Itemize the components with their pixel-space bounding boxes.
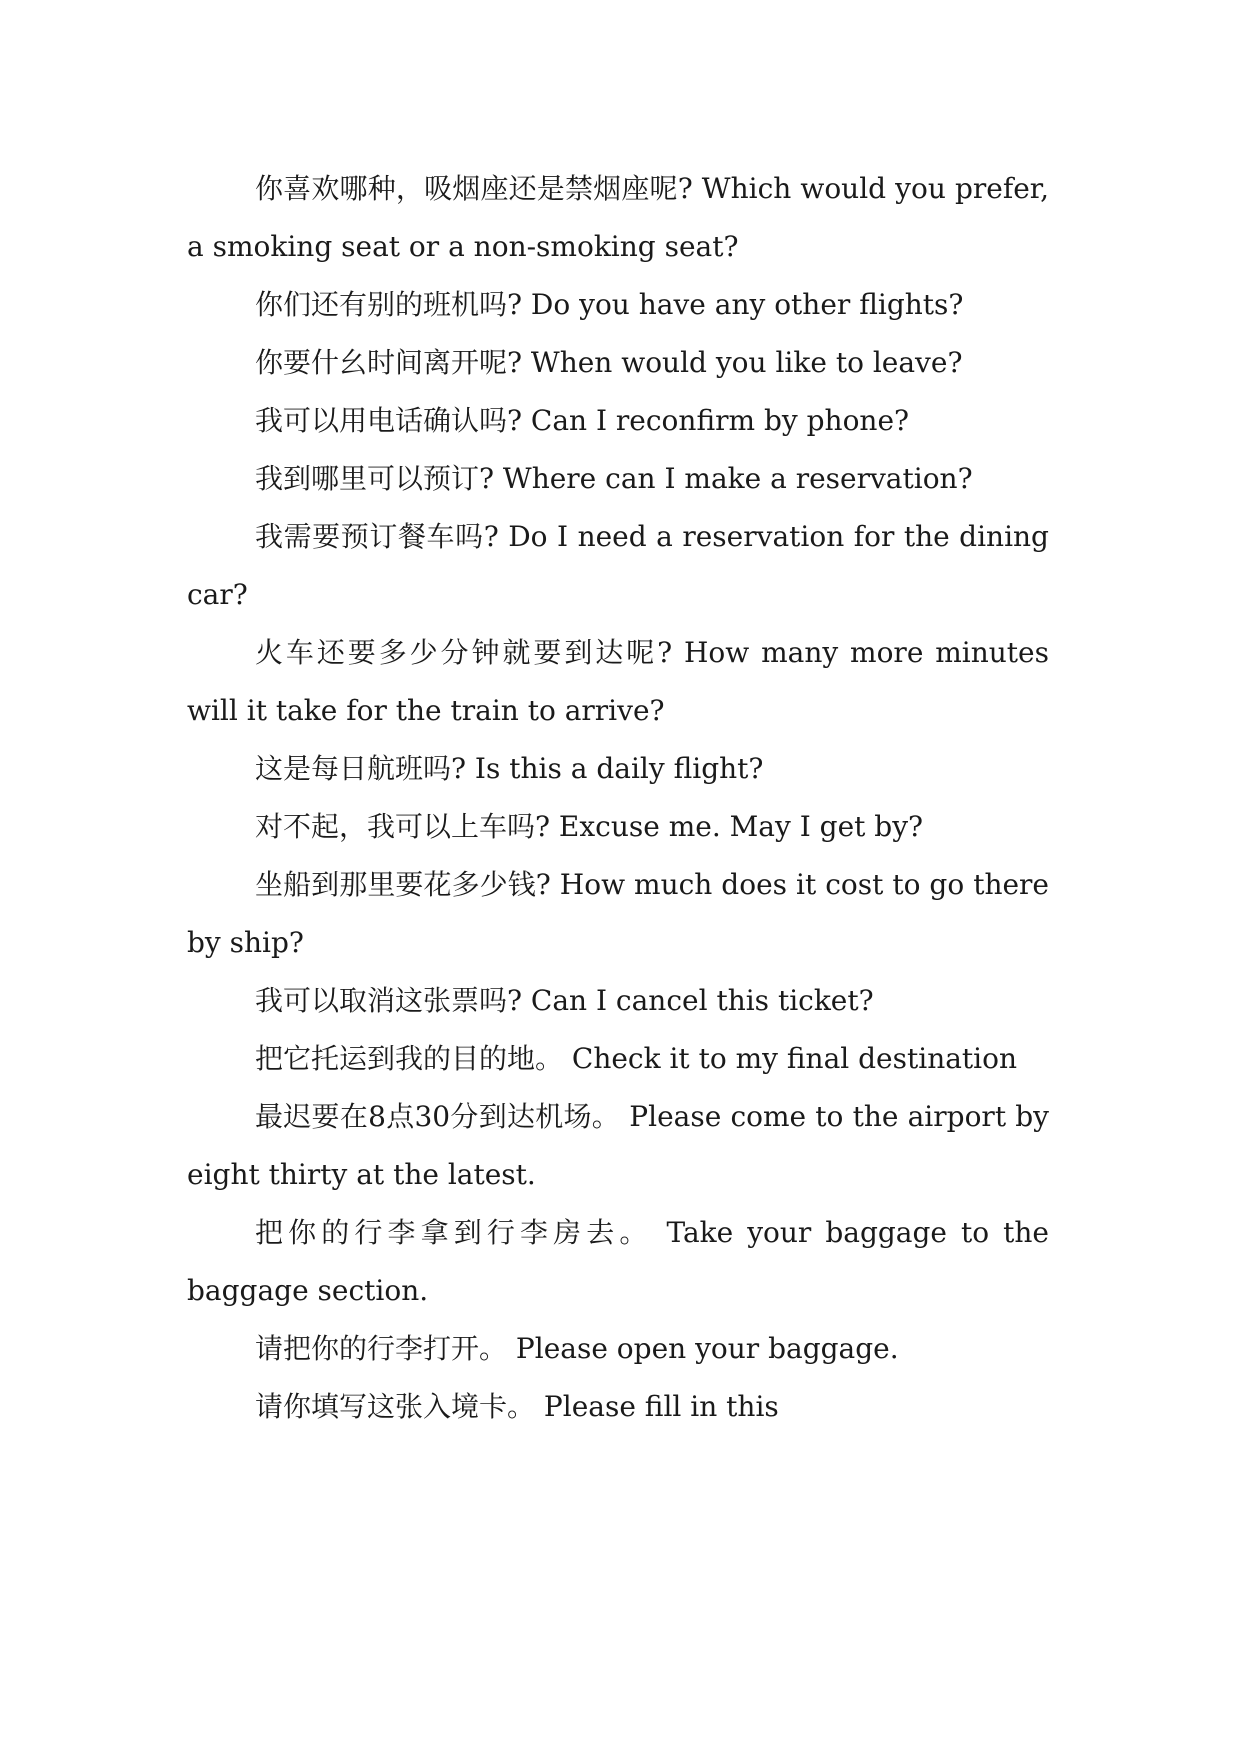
document-body [187, 160, 1049, 1436]
paragraph-train-arrive: 火车还要多少分钟就要到达呢? How many more minutes will it take for the train to arrive? [187, 636, 1049, 727]
paragraph-airport-time: 最迟要在8点30分到达机场。 Please come to the airport by eight thirty at the latest. [187, 1100, 1049, 1191]
paragraph-smoking-seat: 你喜欢哪种，吸烟座还是禁烟座呢? Which would you prefer, a smoking seat or a non-smoking seat? [187, 172, 1049, 263]
paragraph-excuse-me: 对不起，我可以上车吗? Excuse me. May I get by? [255, 810, 924, 843]
paragraph-daily-flight: 这是每日航班吗? Is this a daily flight? [255, 752, 764, 785]
paragraph-ship-cost: 坐船到那里要花多少钱? How much does it cost to go there by ship? [187, 868, 1049, 959]
paragraph-make-reservation: 我到哪里可以预订? Where can I make a reservation? [255, 462, 973, 495]
paragraph-other-flights: 你们还有别的班机吗? Do you have any other flights? [255, 288, 964, 321]
paragraph-dining-car: 我需要预订餐车吗? Do I need a reservation for the dining car? [187, 520, 1049, 611]
paragraph-check-destination: 把它托运到我的目的地。 Check it to my final destination [255, 1042, 1018, 1075]
paragraph-cancel-ticket: 我可以取消这张票吗? Can I cancel this ticket? [255, 984, 874, 1017]
paragraph-reconfirm-phone: 我可以用电话确认吗? Can I reconfirm by phone? [255, 404, 910, 437]
paragraph-when-leave: 你要什幺时间离开呢? When would you like to leave? [255, 346, 963, 379]
paragraph-entry-card: 请你填写这张入境卡。 Please fill in this [255, 1390, 779, 1423]
paragraph-open-baggage: 请把你的行李打开。 Please open your baggage. [255, 1332, 899, 1365]
paragraph-baggage-section: 把你的行李拿到行李房去。 Take your baggage to the baggage section. [187, 1216, 1049, 1307]
